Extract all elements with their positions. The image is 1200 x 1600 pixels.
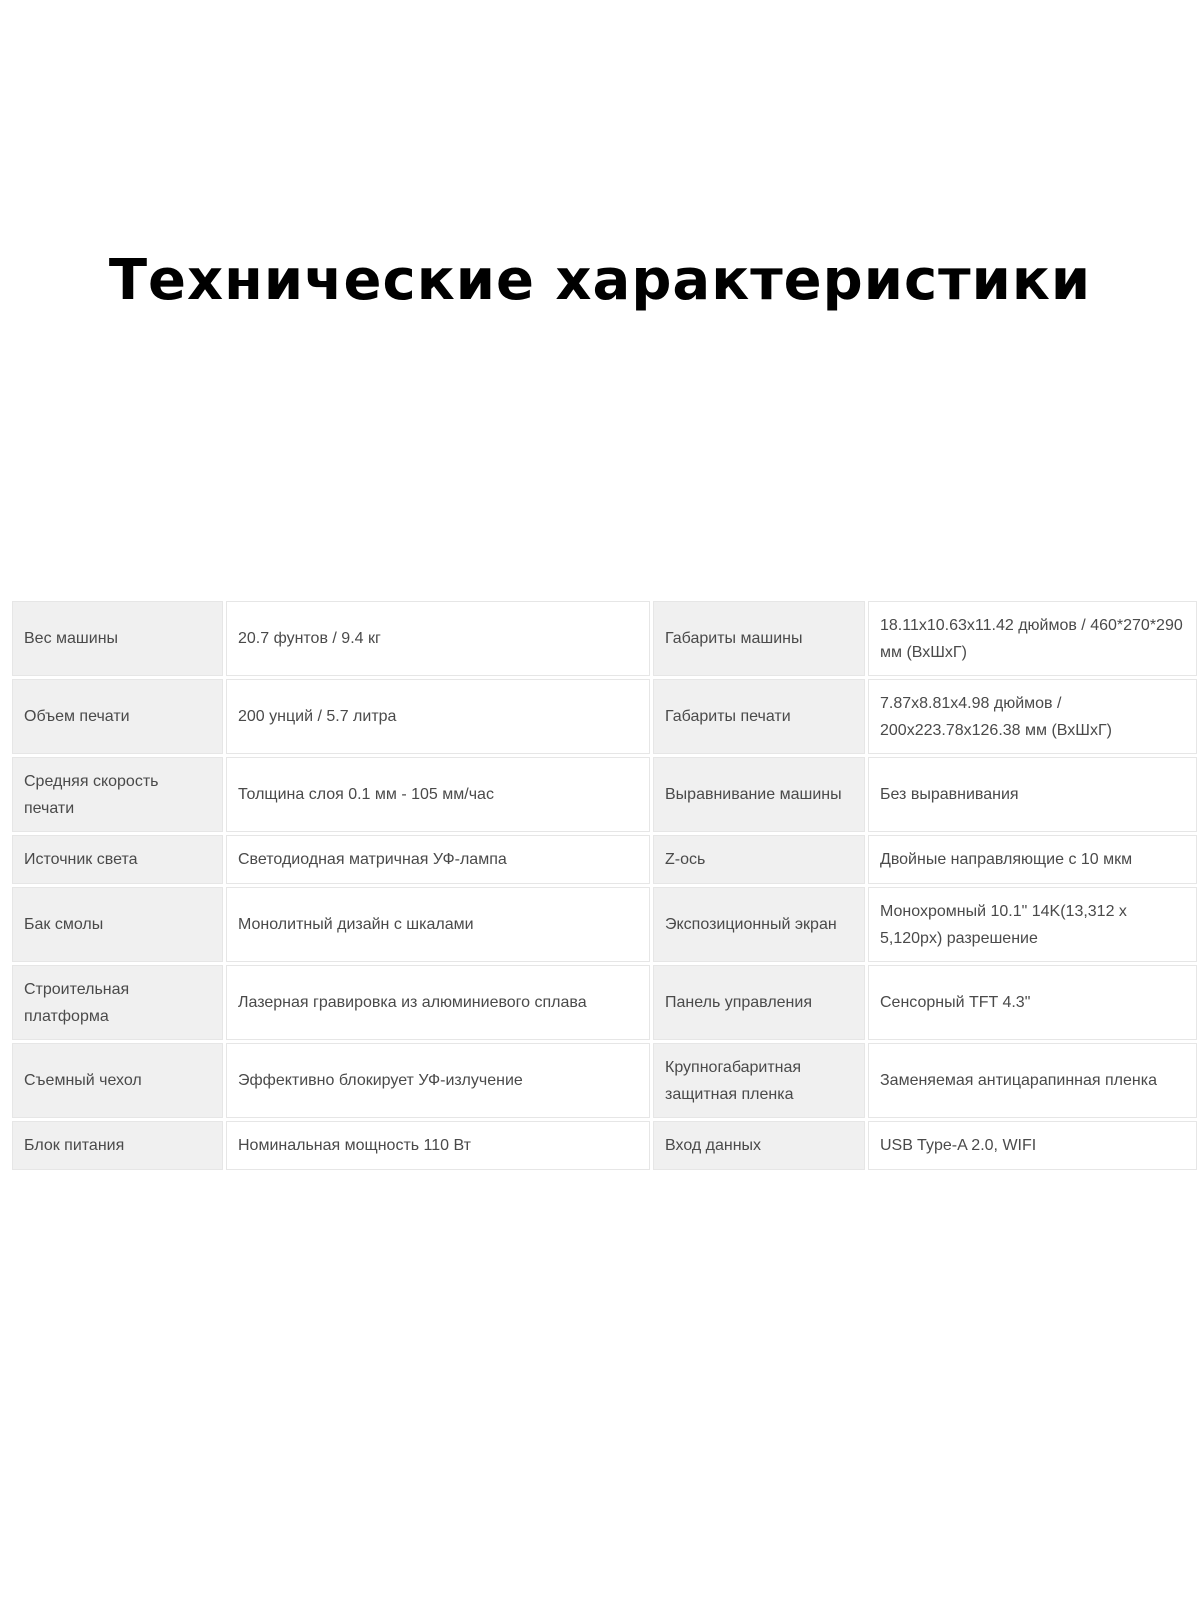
spec-label: Строительная платформа (12, 965, 223, 1040)
spec-label: Вес машины (12, 601, 223, 676)
table-row (12, 835, 1197, 884)
spec-value: 20.7 фунтов / 9.4 кг (226, 601, 650, 676)
spec-label: Съемный чехол (12, 1043, 223, 1118)
spec-label: Вход данных (653, 1121, 865, 1170)
spec-value: 200 унций / 5.7 литра (226, 679, 650, 754)
spec-value: Толщина слоя 0.1 мм - 105 мм/час (226, 757, 650, 832)
spec-label: Габариты машины (653, 601, 865, 676)
spec-label: Z-ось (653, 835, 865, 884)
spec-value: Сенсорный TFT 4.3" (868, 965, 1197, 1040)
spec-value: Без выравнивания (868, 757, 1197, 832)
spec-label: Габариты печати (653, 679, 865, 754)
spec-value: Светодиодная матричная УФ-лампа (226, 835, 650, 884)
spec-value: Двойные направляющие с 10 мкм (868, 835, 1197, 884)
table-row (12, 679, 1197, 754)
spec-value: Заменяемая антицарапинная пленка (868, 1043, 1197, 1118)
spec-label: Источник света (12, 835, 223, 884)
spec-value: 18.11x10.63x11.42 дюймов / 460*270*290 мм (ВхШхГ) (868, 601, 1197, 676)
spec-value: Монолитный дизайн с шкалами (226, 887, 650, 962)
spec-label: Блок питания (12, 1121, 223, 1170)
spec-label: Экспозиционный экран (653, 887, 865, 962)
spec-value: Лазерная гравировка из алюминиевого сплава (226, 965, 650, 1040)
table-row (12, 1043, 1197, 1118)
spec-value: Эффективно блокирует УФ-излучение (226, 1043, 650, 1118)
table-row (12, 601, 1197, 676)
spec-label: Средняя скорость печати (12, 757, 223, 832)
table-row (12, 887, 1197, 962)
spec-label: Крупногабаритная защитная пленка (653, 1043, 865, 1118)
spec-label: Выравнивание машины (653, 757, 865, 832)
table-row (12, 965, 1197, 1040)
table-row (12, 757, 1197, 832)
spec-value: USB Type-A 2.0, WIFI (868, 1121, 1197, 1170)
spec-label: Объем печати (12, 679, 223, 754)
table-row (12, 1121, 1197, 1170)
spec-value: Монохромный 10.1" 14K(13,312 x 5,120px) разрешение (868, 887, 1197, 962)
spec-label: Панель управления (653, 965, 865, 1040)
specs-table (9, 598, 1200, 1173)
spec-value: Номинальная мощность 110 Вт (226, 1121, 650, 1170)
spec-label: Бак смолы (12, 887, 223, 962)
page-title: Технические характеристики (108, 247, 1092, 313)
spec-value: 7.87x8.81x4.98 дюймов / 200x223.78x126.38 мм (ВхШхГ) (868, 679, 1197, 754)
